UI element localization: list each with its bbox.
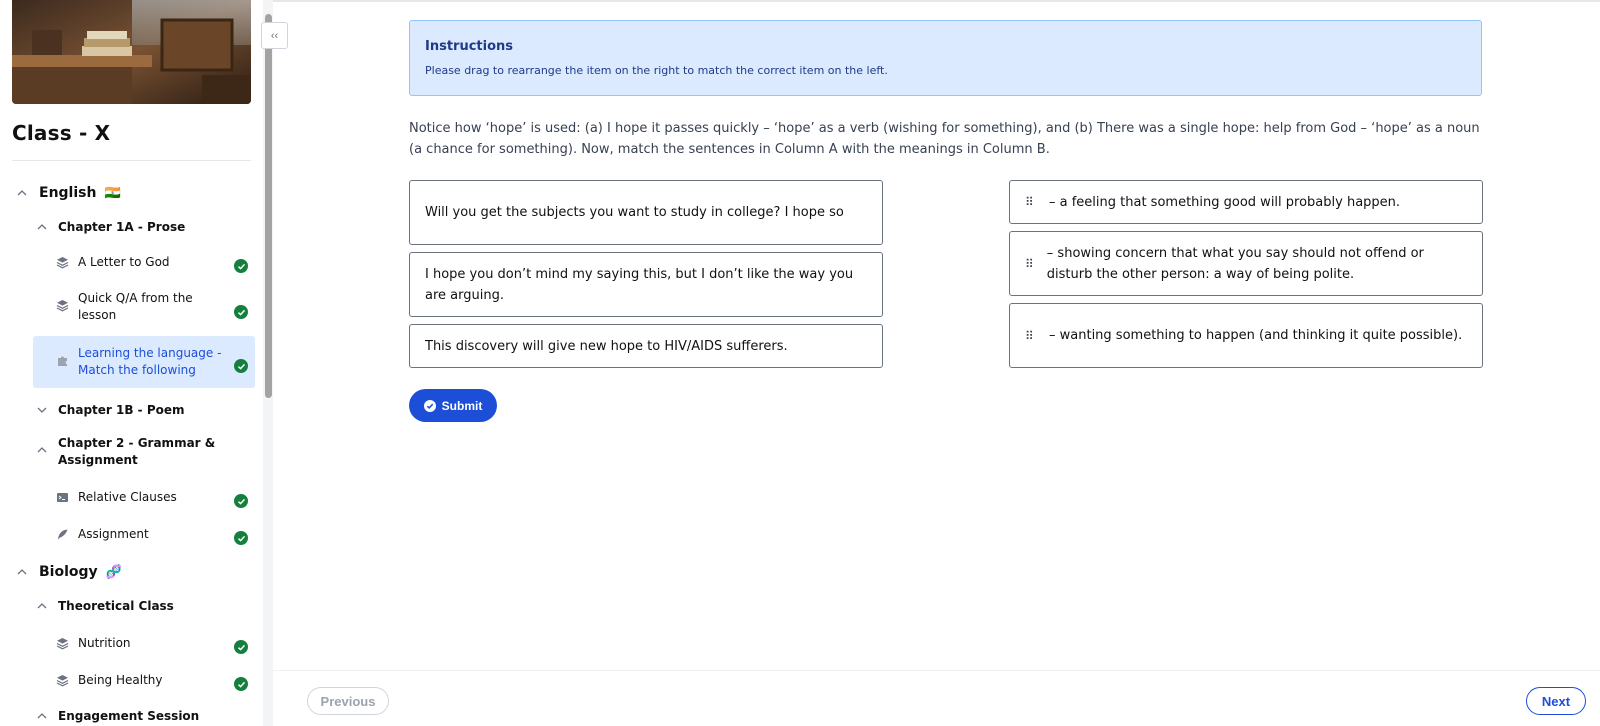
lesson-label: Quick Q/A from the lesson: [78, 291, 193, 322]
column-b-text: – a feeling that something good will probably happen.: [1049, 194, 1401, 210]
feather-icon: [56, 528, 69, 541]
lesson-a-letter-to-god[interactable]: [56, 255, 263, 269]
column-a-text: Will you get the subjects you want to study in college? I hope so: [425, 205, 844, 220]
column-b-draggable-item[interactable]: [1009, 303, 1483, 368]
instructions-title: Instructions: [425, 39, 514, 54]
chapter-engagement-session[interactable]: [36, 709, 263, 723]
column-a-text: This discovery will give new hope to HIV/AIDS sufferers.: [425, 338, 788, 354]
chevron-up-icon: [36, 444, 48, 456]
instructions-box: [409, 20, 1482, 96]
chevron-down-icon: [36, 404, 48, 416]
column-a-item: [409, 252, 883, 317]
stack-icon: [56, 299, 69, 312]
chapter-2[interactable]: [36, 435, 263, 469]
completed-check-icon: [234, 677, 248, 691]
column-b-draggable-item[interactable]: [1009, 231, 1483, 296]
drag-handle-icon[interactable]: ⠿: [1025, 328, 1035, 343]
chapter-theoretical-class[interactable]: [36, 599, 263, 613]
top-border: [273, 0, 1600, 2]
lesson-match-the-following[interactable]: [56, 345, 263, 379]
chevron-up-icon: [36, 710, 48, 722]
instructions-text: Please drag to rearrange the item on the right to match the correct item on the left.: [425, 64, 888, 77]
column-a-text: I hope you don’t mind my saying this, but I don’t like the way you are arguing.: [425, 266, 854, 303]
chapter-label: Chapter 1A - Prose: [58, 220, 186, 234]
completed-check-icon: [234, 305, 248, 319]
completed-check-icon: [234, 259, 248, 273]
previous-button[interactable]: Previous: [307, 687, 389, 715]
chapter-1b[interactable]: [36, 403, 263, 417]
lesson-label: Relative Clauses: [78, 490, 177, 504]
chevron-up-icon: [36, 600, 48, 612]
lesson-being-healthy[interactable]: [56, 673, 263, 687]
puzzle-icon: [56, 354, 69, 367]
lesson-label: Being Healthy: [78, 673, 163, 687]
completed-check-icon: [234, 359, 248, 373]
india-flag-icon: 🇮🇳: [104, 185, 121, 201]
column-a-item: [409, 180, 883, 245]
chevron-up-icon: [36, 221, 48, 233]
column-b-draggable-item[interactable]: [1009, 180, 1483, 224]
lesson-assignment[interactable]: [56, 527, 263, 541]
stack-icon: [56, 674, 69, 687]
lesson-nutrition[interactable]: [56, 636, 263, 650]
question-text: Notice how ‘hope’ is used: (a) I hope it passes quickly – ‘hope’ as a verb (wishing for something), and (b) There was a single hope: help from God – ‘hope’ as a noun (a chance for something). Now, match the sentences in Column A with the meanings in Column B.: [409, 121, 1480, 157]
course-sidebar: [0, 0, 263, 726]
lesson-label: Nutrition: [78, 636, 131, 650]
submit-button[interactable]: [409, 389, 497, 422]
sidebar-divider: [12, 160, 251, 161]
chapter-1a[interactable]: [36, 220, 263, 234]
subject-biology[interactable]: [16, 564, 263, 580]
drag-handle-icon[interactable]: ⠿: [1025, 195, 1035, 209]
dna-icon: 🧬: [105, 564, 122, 580]
completed-check-icon: [234, 531, 248, 545]
chevron-up-icon: [16, 566, 28, 578]
subject-label: Biology: [39, 564, 98, 580]
lesson-relative-clauses[interactable]: [56, 490, 263, 504]
completed-check-icon: [234, 494, 248, 508]
column-b-text: – showing concern that what you say should not offend or disturb the other person: a way of being polite.: [1046, 245, 1424, 282]
completed-check-icon: [234, 640, 248, 654]
lesson-label: Assignment: [78, 527, 149, 541]
collapse-sidebar-button[interactable]: ‹‹: [261, 22, 288, 49]
chapter-label: Chapter 1B - Poem: [58, 403, 185, 417]
next-button[interactable]: Next: [1526, 687, 1586, 715]
stack-icon: [56, 256, 69, 269]
column-a-item: [409, 324, 883, 368]
chapter-label: Engagement Session: [58, 709, 200, 723]
column-b-text: – wanting something to happen (and thinking it quite possible).: [1049, 328, 1463, 343]
lesson-quick-qa[interactable]: [56, 290, 263, 324]
footer-bar: [273, 670, 1600, 726]
subject-label: English: [39, 185, 97, 201]
chevron-up-icon: [16, 187, 28, 199]
lesson-label: A Letter to God: [78, 255, 170, 269]
stack-icon: [56, 637, 69, 650]
terminal-icon: [56, 491, 69, 504]
class-title: Class - X: [12, 121, 111, 145]
subject-english[interactable]: [16, 185, 263, 201]
classroom-banner-image: [12, 0, 251, 104]
drag-handle-icon[interactable]: ⠿: [1025, 256, 1035, 271]
chapter-label: Chapter 2 - Grammar & Assignment: [58, 436, 216, 467]
check-circle-icon: [424, 400, 436, 412]
chapter-label: Theoretical Class: [58, 599, 174, 613]
lesson-label: Learning the language - Match the following: [78, 346, 222, 377]
sidebar-scrollbar-thumb[interactable]: [265, 14, 272, 398]
submit-label: Submit: [441, 398, 483, 413]
